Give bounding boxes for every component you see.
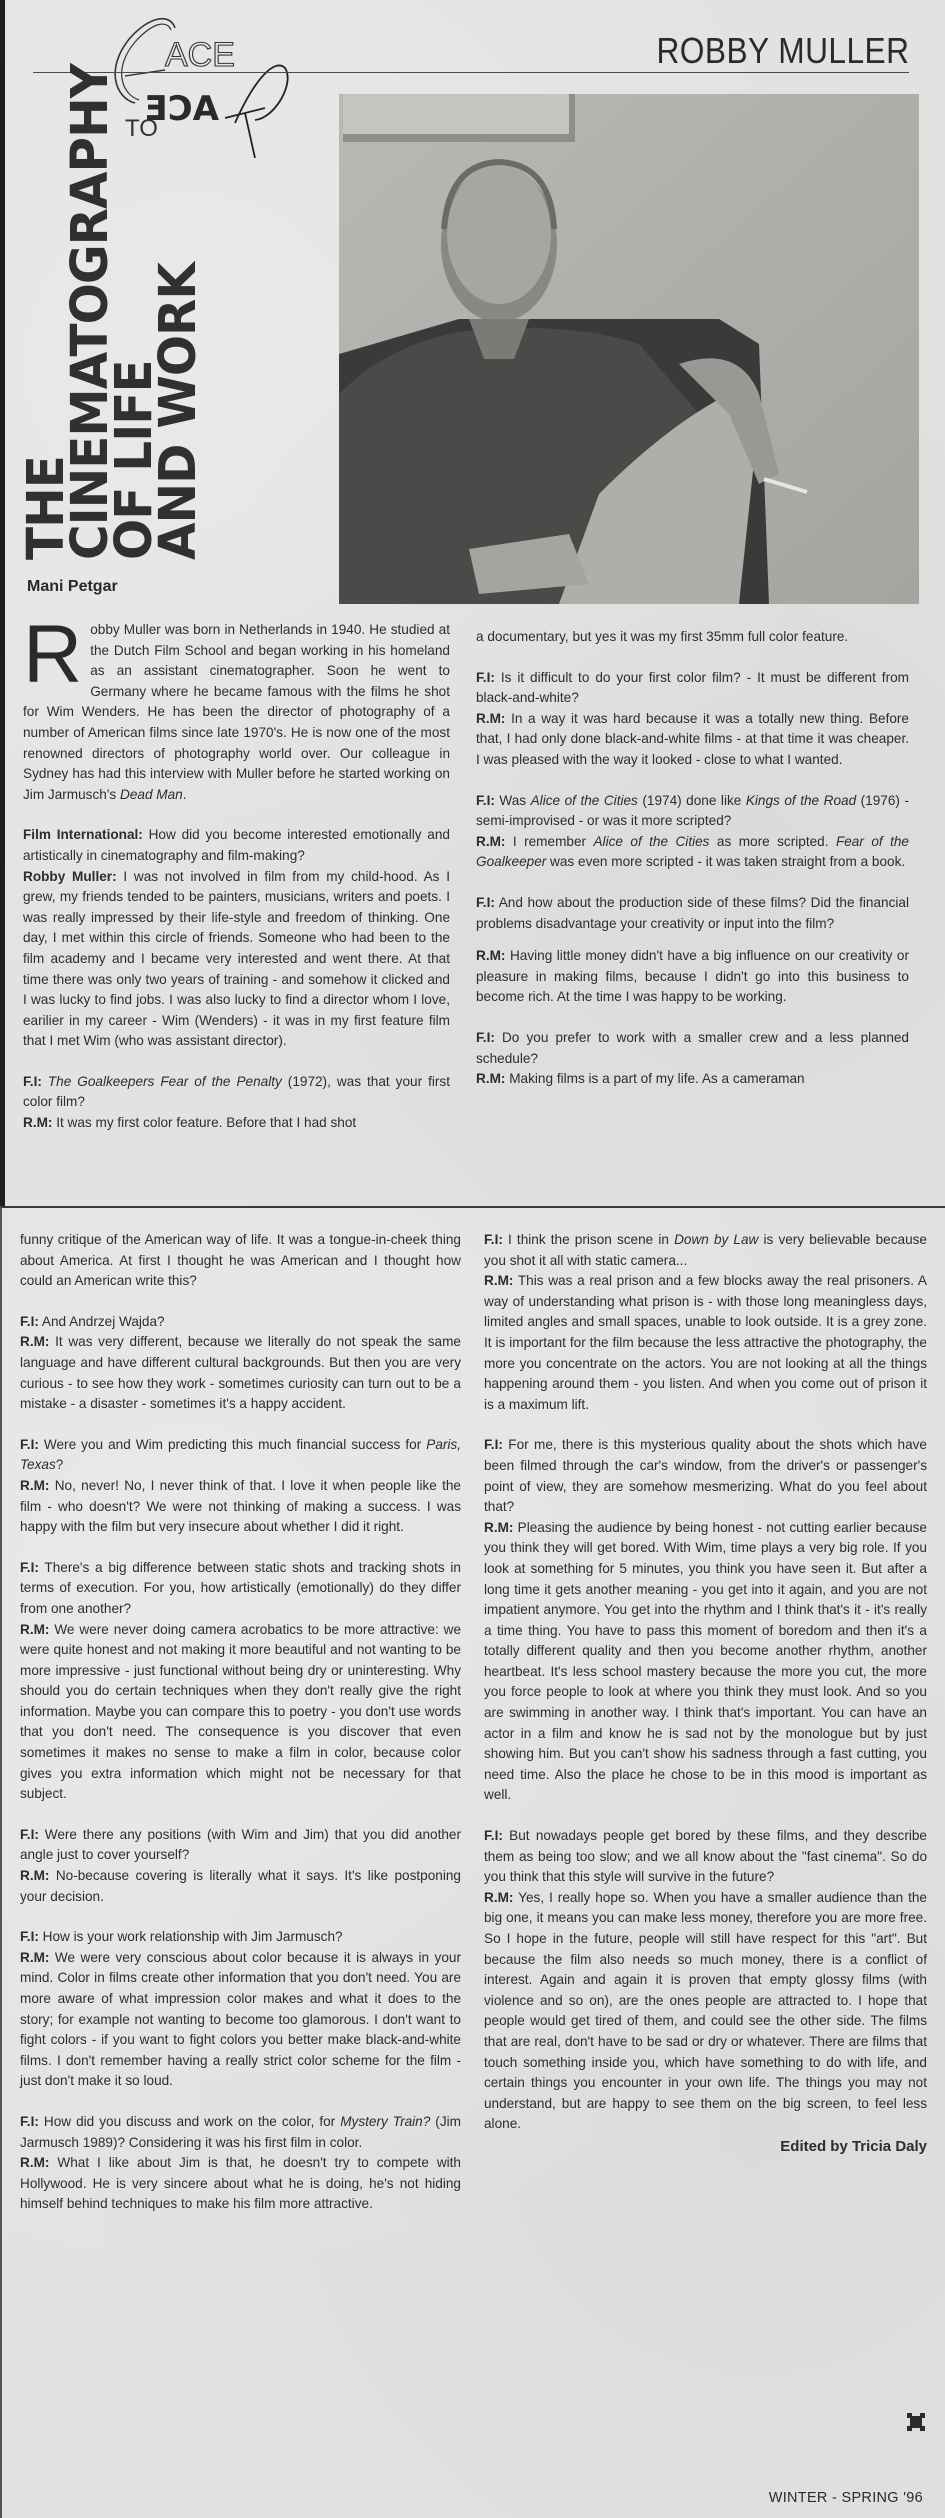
answer: R.M: Making films is a part of my life. As a cameraman xyxy=(476,1071,805,1087)
question: F.I: The Goalkeepers Fear of the Penalty (1972), was that your first color film? xyxy=(23,1073,450,1110)
question: F.I: For me, there is this mysterious quality about the shots which have been filmed through the car's window, from the driver's or passenger's point of view, they are somehow mesmerizing. What do you feel about that? xyxy=(484,1437,927,1515)
answer: R.M: It was my first color feature. Before that I had shot xyxy=(23,1115,357,1131)
question: F.I: How is your work relationship with Jim Jarmusch? xyxy=(20,1929,343,1945)
answer: Robby Muller: I was not involved in film from my child-hood. As I grew, my friends tended to be painters, musicians, writers and poets. I was really impressed by their life-style and freedom of thinking. One day, I met within this circle of friends. Someone who had been to the film academy and I became very interested and went there. At that time there was only two years of training - and somehow it clicked and I was lucky to find jobs. I was also lucky to find a director whom I love, earilier in my career - Wim (Wenders) - it was in my first feature film that I met Wim (who was assistant director). xyxy=(23,868,450,1049)
page-top xyxy=(0,0,945,1206)
answer: R.M: Yes, I really hope so. When you have a smaller audience than the big one, it means you can make less money, therefore you are more free. So I hope in the future, people will still have respect for this "art". But because the film also needs so much money, there is a conflict of interest. Again and again it is proven that empty glossy films (with violence and so on), are the ones people are attracted to. I hope that people would get tired of them, and could see the other side. The films that are real, don't have to be sad or dry or whatever. There are films that touch something inside you, which have something to do with life, and certain things you encounter in your own life. The things you may not understand, but are happy to see them on the big screen, to feel less alone. xyxy=(484,1889,927,2132)
answer: R.M: We were never doing camera acrobatics to be more attractive: we were quite honest and not making it more beautiful and not wanting to be more impressive - just functional without being dry or uninteresting. Why should you do certain techniques when they don't really give the right information. Maybe you can compare this to poetry - you don't use words that you don't need. The consequence is you discover that even sometimes it makes no sense to make a film in color, because color gives you extra information which might not be necessary for that subject. xyxy=(20,1621,461,1802)
dropcap: R xyxy=(23,609,83,700)
answer: R.M: I remember Alice of the Cities as more scripted. Fear of the Goalkeeper was even more scripted - it was taken straight from a book. xyxy=(476,833,909,870)
column-bottom-left xyxy=(20,1230,461,2215)
answer: R.M: Having little money didn't have a big influence on our creativity or pleasure in making films, because I didn't go into this business to become rich. At the time I was happy to be working. xyxy=(476,948,909,1005)
end-of-article-mark-icon xyxy=(907,2413,925,2431)
answer: R.M: No, never! No, I never think of that. I love it when people like the film - who doesn't? We were not thinking of making a success. I was happy with the film but very insecure about whether I did it right. xyxy=(20,1477,461,1535)
column-bottom-right xyxy=(484,1230,927,2158)
question: Film International: How did you become interested emotionally and artistically in cinematography and film-making? xyxy=(23,827,450,863)
subject-name: ROBBY MULLER xyxy=(656,30,909,71)
question: F.I: Was Alice of the Cities (1974) done like Kings of the Road (1976) - semi-improvised - or was it more scripted? xyxy=(476,792,909,829)
question: F.I: How did you discuss and work on the color, for Mystery Train? (Jim Jarmusch 1989)? Considering it was his first film in color. xyxy=(20,2113,461,2150)
issue-footer: WINTER - SPRING '96 xyxy=(768,2490,923,2506)
answer-continued: a documentary, but yes it was my first 35mm full color feature. xyxy=(476,629,849,644)
svg-text:TO: TO xyxy=(125,115,158,142)
question: F.I: There's a big difference between static shots and tracking shots in terms of execution. For you, how artistically (emotionally) do they differ from one another? xyxy=(20,1559,461,1616)
question: F.I: I think the prison scene in Down by Law is very believable because you shot it all with static camera... xyxy=(484,1232,927,1268)
svg-text:ACE: ACE xyxy=(165,36,235,74)
question: F.I: Were you and Wim predicting this much financial success for Paris, Texas? xyxy=(20,1436,461,1473)
question: F.I: Were there any positions (with Wim and Jim) that you did another angle just to cover yourself? xyxy=(20,1826,461,1863)
author-byline: Mani Petgar xyxy=(27,578,118,595)
page-bottom xyxy=(0,1206,945,2518)
question: F.I: And Andrzej Wajda? xyxy=(20,1313,165,1329)
question: F.I: Is it difficult to do your first color film? - It must be different from black-and-white? xyxy=(476,669,909,706)
headline-line: OF LIFE xyxy=(105,360,164,560)
answer: R.M: Pleasing the audience by being honest - not cutting earlier because you think they will get bored. With Wim, time plays a very big role. If you look at something for 5 minutes, you think you have seen it. But after a long time it gets another meaning - you get into it again, and you are not impatient anymore. You get into the rhythm and I think that's it - it's really a time thing. You have to pass this moment of boredom and then it's a totally different quality and then you become another rhythm, another heartbeat. It's less school mastery because the more you cut, the more you force people to look at where you think they must look. And so you are swimming in another way. I think that's important. You can have an actor in a film and know he is sad not by the monologue but by just showing him. But you can't show his sadness through a fast cutting, you need time. Also the place he chose to be in this mood is important as well. xyxy=(484,1519,927,1803)
question: F.I: But nowadays people get bored by these films, and they describe them as being too slow; and we all know about the "fast cinema". So do you think that this style will survive in the future? xyxy=(484,1828,927,1885)
answer-continued: funny critique of the American way of life. It was a tongue-in-cheek thing about America. At first I thought he was American and I thought how could an American write this? xyxy=(20,1232,461,1289)
headline-line: THE xyxy=(17,456,76,560)
editor-credit: Edited by Tricia Daly xyxy=(780,2137,927,2155)
answer: R.M: In a way it was hard because it was a totally new thing. Before that, I had only done black-and-white films - at that time it was cheaper. I was pleased with the way it looked - close to what I wanted. xyxy=(476,710,909,767)
question: F.I: And how about the production side of these films? Did the financial problems disadvantage your creativity or input into the film? xyxy=(476,894,909,931)
answer: R.M: This was a real prison and a few blocks away the real prisoners. A way of understanding what prison is - with those long meaningless days, limited angles and small spaces, unable to look outside. It is a grey zone. It is important for the film because the less attractive the photography, the more you concentrate on the actors. You are not looking at all the things happening around them - you listen. And when you come out of prison it is a maximum lift. xyxy=(484,1273,927,1412)
question: F.I: Do you prefer to work with a smaller crew and a less planned schedule? xyxy=(476,1029,909,1066)
headline-line: CINEMATOGRAPHY xyxy=(61,64,120,560)
portrait-photo xyxy=(339,94,919,604)
svg-text:ACE: ACE xyxy=(144,89,219,129)
answer: R.M: We were very conscious about color because it is always in your mind. Color in films create other information that you don't need. You are more aware of what impression color makes and what it does to the story; for example not wanting to become too glamorous. I don't want to fight colors - if you want to fight colors you better make black-and-white films. I don't remember having a really strict color scheme for the film - just don't make it so loud. xyxy=(20,1949,461,2089)
column-top-right xyxy=(476,627,909,1090)
intro-paragraph: Robby Muller was born in Netherlands in 1940. He studied at the Dutch Film School and began working in his homeland as an assistant cinematographer. Soon he went to Germany where he became famous with the films he shot for Wim Wenders. He has been the director of photography of a number of American films since late 1970's. He is now one of the most renowned directors of photography world over. Our colleague in Sydney has had this interview with Muller before he started working on Jim Jarmusch's Dead Man. xyxy=(23,609,450,802)
column-top-left xyxy=(23,609,450,1134)
answer: R.M: What I like about Jim is that, he doesn't try to compete with Hollywood. He is very sincere about what he is doing, he's not hiding himself behind techniques to make his film more attractive. xyxy=(20,2155,461,2212)
answer: R.M: No-because covering is literally what it says. It's like postponing your decision. xyxy=(20,1868,461,1904)
headline-line: AND WORK xyxy=(149,262,208,560)
answer: R.M: It was very different, because we literally do not speak the same language and have different cultural backgrounds. But then you are very curious - to see how they work - sometimes curiosity can turn out to be a mistake - a disaster - sometimes it's a happy accident. xyxy=(20,1334,461,1412)
